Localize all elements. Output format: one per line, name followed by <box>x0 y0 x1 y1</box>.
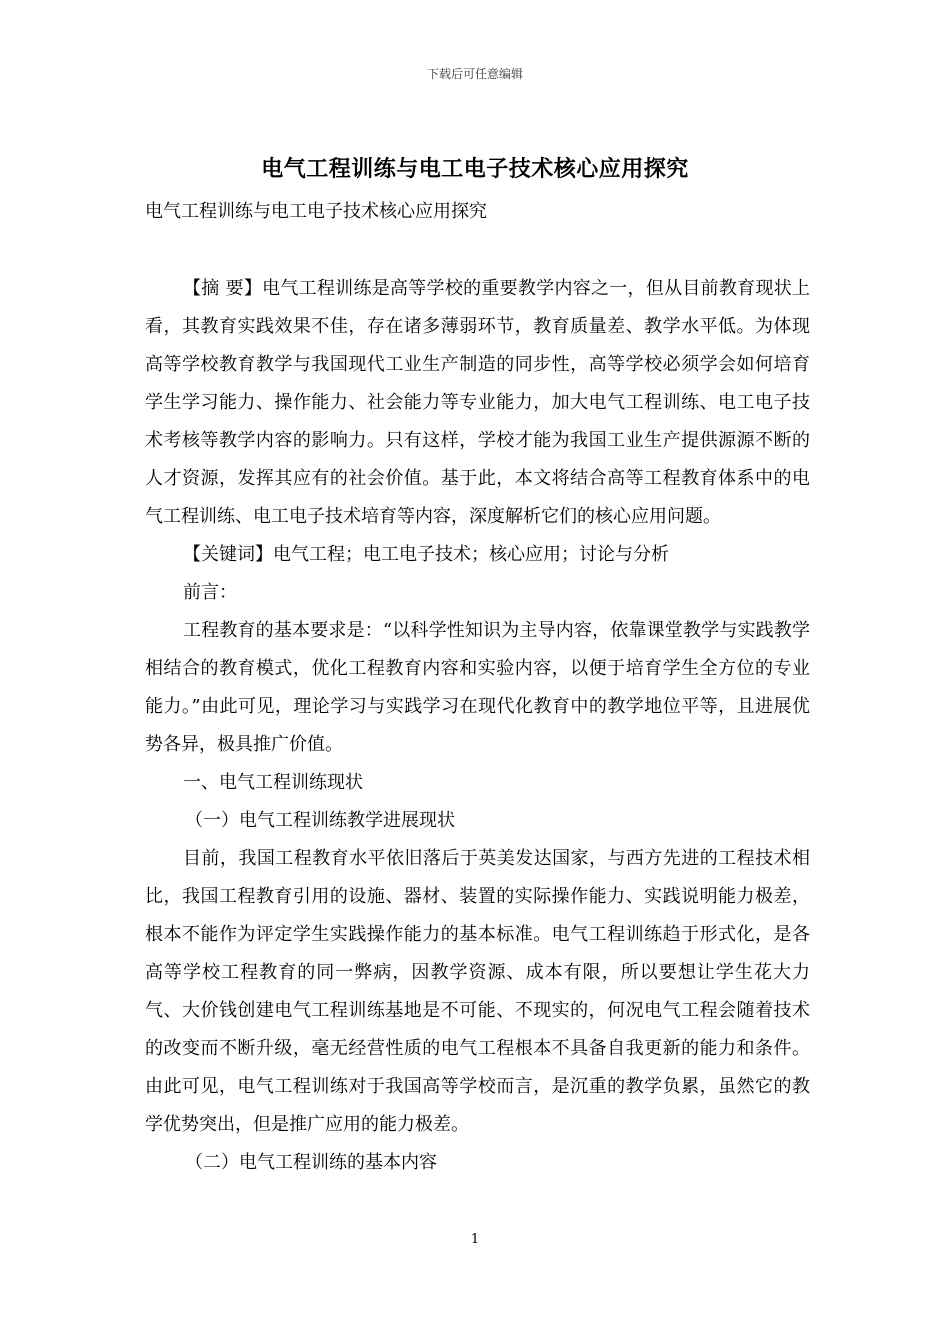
document-body <box>145 270 810 1182</box>
preface-paragraph: 工程教育的基本要求是：“以科学性知识为主导内容，依靠课堂教学与实践教学相结合的教育模式，优化工程教育内容和实验内容，以便于培育学生全方位的专业能力。”由此可见，理论学习与实践学习在现代化教育中的教学地位平等，且进展优势各异，极具推广价值。 <box>145 620 810 755</box>
subsection-heading: （一）电气工程训练教学进展现状 <box>185 810 455 831</box>
page-number: 1 <box>470 1232 480 1247</box>
document-title: 电气工程训练与电工电子技术核心应用探究 <box>261 156 689 182</box>
header-note: 下载后可任意编辑 <box>426 67 523 81</box>
section-heading: 一、电气工程训练现状 <box>183 772 363 793</box>
preface-label: 前言： <box>183 582 237 603</box>
document-subtitle: 电气工程训练与电工电子技术核心应用探究 <box>145 201 487 222</box>
subsection-heading: （二）电气工程训练的基本内容 <box>185 1152 437 1173</box>
abstract-paragraph: 【摘 要】电气工程训练是高等学校的重要教学内容之一，但从目前教育现状上看，其教育实践效果不佳，存在诸多薄弱环节，教育质量差、教学水平低。为体现高等学校教育教学与我国现代工业生产制造的同步性，高等学校必须学会如何培育学生学习能力、操作能力、社会能力等专业能力，加大电气工程训练、电工电子技术考核等教学内容的影响力。只有这样，学校才能为我国工业生产提供源源不断的人才资源，发挥其应有的社会价值。基于此，本文将结合高等工程教育体系中的电气工程训练、电工电子技术培育等内容，深度解析它们的核心应用问题。 <box>145 278 810 527</box>
keywords-paragraph: 【关键词】电气工程；电工电子技术；核心应用；讨论与分析 <box>183 544 669 565</box>
subsection-paragraph: 目前，我国工程教育水平依旧落后于英美发达国家，与西方先进的工程技术相比，我国工程教育引用的设施、器材、装置的实际操作能力、实践说明能力极差，根本不能作为评定学生实践操作能力的基本标准。电气工程训练趋于形式化，是各高等学校工程教育的同一弊病，因教学资源、成本有限，所以要想让学生花大力气、大价钱创建电气工程训练基地是不可能、不现实的，何况电气工程会随着技术的改变而不断升级，毫无经营性质的电气工程根本不具备自我更新的能力和条件。由此可见，电气工程训练对于我国高等学校而言，是沉重的教学负累，虽然它的教学优势突出，但是推广应用的能力极差。 <box>145 848 810 1135</box>
